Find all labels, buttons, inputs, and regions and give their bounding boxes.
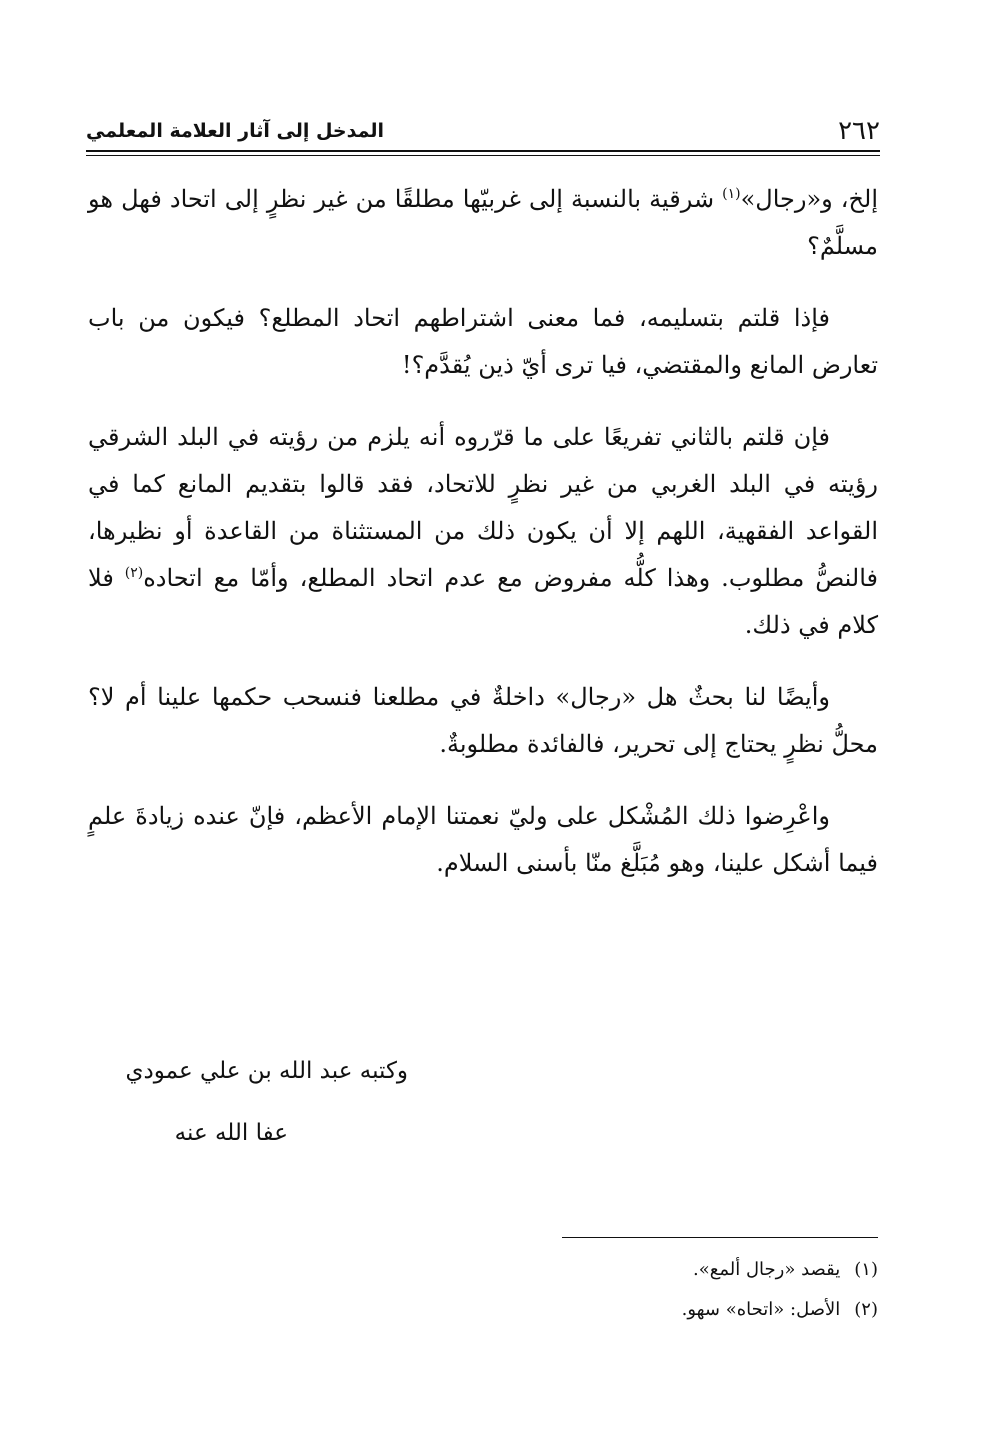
footnote-1 bbox=[400, 1250, 878, 1290]
footnote-text: الأصل: «اتحاه» سهو. bbox=[681, 1299, 841, 1320]
footnote-text: يقصد «رجال ألمع». bbox=[693, 1259, 841, 1280]
paragraph-2: فإذا قلتم بتسليمه، فما معنى اشتراطهم اتحاد المطلع؟ فيكون من باب تعارض المانع والمقتضي، فيا ترى أيّ ذين يُقدَّم؟! bbox=[88, 304, 878, 379]
signature-block bbox=[98, 1040, 408, 1164]
main-text bbox=[88, 176, 878, 912]
footnote-ref-2: (٢) bbox=[124, 565, 144, 581]
running-title: المدخل إلى آثار العلامة المعلمي bbox=[86, 120, 384, 142]
footnotes bbox=[400, 1250, 878, 1330]
header-rule bbox=[86, 150, 880, 156]
paragraph-1-start: إلخ، و«رجال» bbox=[740, 185, 879, 213]
footnote-2 bbox=[400, 1290, 878, 1330]
paragraph-1 bbox=[88, 176, 878, 270]
footnote-number: (١) bbox=[854, 1259, 878, 1280]
paragraph-1-end: شرقية بالنسبة إلى غربيّها مطلقًا من غير نظرٍ إلى اتحاد فهل هو مسلَّمٌ؟ bbox=[88, 185, 878, 260]
page-number: ٢٦٢ bbox=[838, 116, 880, 146]
paragraph-3 bbox=[88, 414, 878, 649]
footnote-rule bbox=[562, 1237, 878, 1238]
paragraph-3-start: فإن قلتم بالثاني تفريعًا على ما قرّروه أنه يلزم من رؤيته في البلد الشرقي رؤيته في البلد الغربي من غير نظرٍ للاتحاد، فقد قالوا بتقديم المانع كما في القواعد الفقهية، اللهم إلا أن يكون ذلك من المستثناة من القاعدة أو نظيرها، فالنصُّ مطلوب. وهذا كلُّه مفروض مع عدم اتحاد المطلع، وأمّا مع اتحاده bbox=[88, 423, 879, 592]
signature-line-1: وكتبه عبد الله بن علي عمودي bbox=[125, 1058, 408, 1084]
footnote-ref-1: (١) bbox=[722, 186, 741, 202]
paragraph-4: وأيضًا لنا بحثٌ هل «رجال» داخلةٌ في مطلعنا فنسحب حكمها علينا أم لا؟ محلُّ نظرٍ يحتاج إلى تحرير، فالفائدة مطلوبةٌ. bbox=[88, 683, 878, 758]
footnote-number: (٢) bbox=[854, 1299, 878, 1320]
signature-line-2: عفا الله عنه bbox=[174, 1120, 288, 1146]
paragraph-5: واعْرِضوا ذلك المُشْكل على وليّ نعمتنا الإمام الأعظم، فإنّ عنده زيادةَ علمٍ فيما أشكل علينا، وهو مُبَلَّغ منّا بأسنى السلام. bbox=[88, 802, 878, 877]
paragraph-3-end: فلا كلام في ذلك. bbox=[88, 564, 878, 639]
